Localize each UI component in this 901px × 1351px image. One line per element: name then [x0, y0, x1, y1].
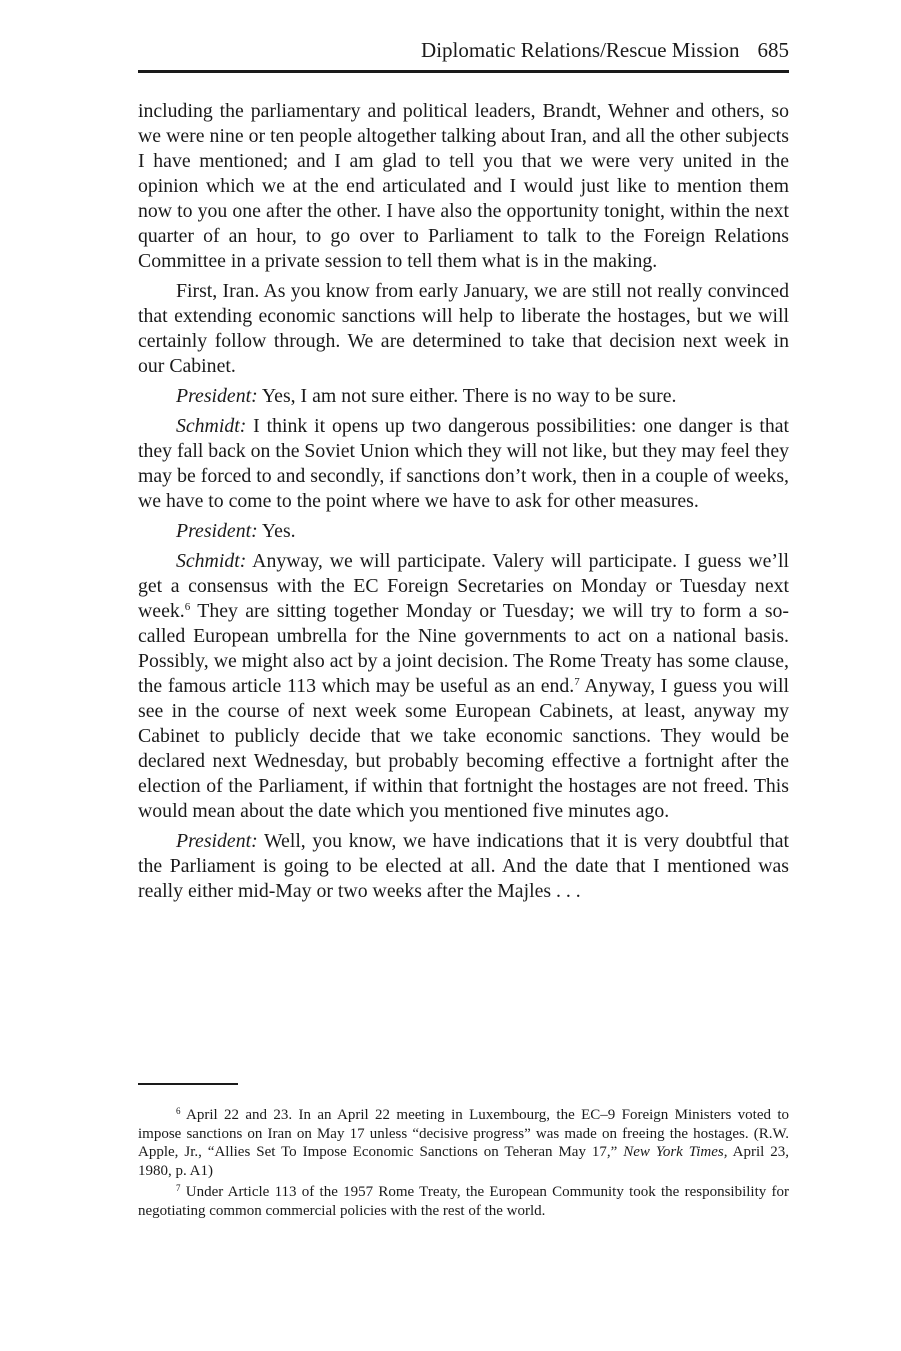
paragraph-text: I think it opens up two dangerous possibilities: one danger is that they fall back on the Soviet Union which they will not like, but they may feel they may be forced to and secondly, if sanctions don’t work, then in a couple of weeks, we have to come to the point where we have to ask for other measures.: [138, 415, 789, 512]
paragraph-text: First, Iran. As you know from early January, we are still not really convinced that extending economic sanctions will help to liberate the hostages, but we will certainly follow through. We are determined to take that decision next week in our Cabinet.: [138, 280, 789, 377]
footnotes: [138, 1106, 789, 1223]
footnote-6: [138, 1106, 789, 1180]
paragraph-text: including the parliamentary and political leaders, Brandt, Wehner and others, so we were nine or ten people altogether talking about Iran, and all the other subjects I have mentioned; and I am glad to tell you that we were very united in the opinion which we at the end articulated and I would just like to mention them now to you one after the other. I have also the opportunity tonight, within the next quarter of an hour, to go over to Parliament to talk to the Foreign Relations Committee in a private session to tell them what is in the making.: [138, 100, 789, 272]
paragraph-text: Yes, I am not sure either. There is no way to be sure.: [257, 385, 677, 407]
paragraph-text: Anyway, I guess you will see in the course of next week some European Cabinets, at least, anyway my Cabinet to publicly decide that we take economic sanctions. They would be declared next Wednesday, but probably becoming effective a fortnight after the election of the Parliament, if within that fortnight the hostages are not freed. This would mean about the date which you mentioned five minutes ago.: [138, 675, 789, 822]
speaker-name: President:: [176, 385, 258, 407]
paragraph-text: Anyway, we will participate. Valery will participate. I guess we’ll get a consensus with the EC Foreign Secretaries on Monday or Tuesday next week.: [138, 550, 789, 622]
running-header: [138, 38, 789, 73]
paragraph-6: [138, 549, 789, 824]
paragraph-4: [138, 414, 789, 514]
paragraph-7: [138, 829, 789, 904]
footnote-ref-6[interactable]: 6: [184, 601, 191, 613]
paragraph-1: [138, 99, 789, 274]
paragraph-3: [138, 384, 789, 409]
page-number: 685: [757, 38, 789, 62]
speaker-name: Schmidt:: [176, 550, 247, 572]
footnote-text: April 23, 1980, p. A1): [138, 1144, 789, 1179]
paragraph-text: Yes.: [257, 520, 296, 542]
paragraph-text: They are sitting together Monday or Tuesday; we will try to form a so-called European umbrella for the Nine governments to act on a national basis. Possibly, we might also act by a joint decision. The Rome Treaty has some clause, the famous article 113 which may be useful as an end.: [138, 600, 789, 697]
speaker-name: President:: [176, 830, 258, 852]
speaker-name: Schmidt:: [176, 415, 247, 437]
paragraph-text: Well, you know, we have indications that it is very doubtful that the Parliament is going to be elected at all. And the date that I mentioned was really either mid-May or two weeks after the Majles . . .: [138, 830, 789, 902]
speaker-name: President:: [176, 520, 258, 542]
footnote-divider: [138, 1083, 238, 1085]
main-text: [138, 99, 789, 909]
footnote-number: 7: [176, 1183, 181, 1193]
footnote-number: 6: [176, 1106, 181, 1116]
footnote-source-title: New York Times,: [617, 1144, 728, 1160]
paragraph-5: [138, 519, 789, 544]
footnote-ref-7[interactable]: 7: [574, 676, 580, 688]
footnote-7: [138, 1183, 789, 1220]
footnote-text: Under Article 113 of the 1957 Rome Treaty, the European Community took the responsibility for negotiating common commercial policies with the rest of the world.: [138, 1184, 789, 1219]
footnote-text: April 22 and 23. In an April 22 meeting in Luxembourg, the EC–9 Foreign Ministers voted to impose sanctions on Iran on May 17 unless “decisive progress” was made on freeing the hostages. (R.W. Apple, Jr., “Allies Set To Impose Economic Sanctions on Teheran May 17,”: [138, 1107, 789, 1160]
running-title: Diplomatic Relations/Rescue Mission: [421, 38, 740, 62]
paragraph-2: [138, 279, 789, 379]
